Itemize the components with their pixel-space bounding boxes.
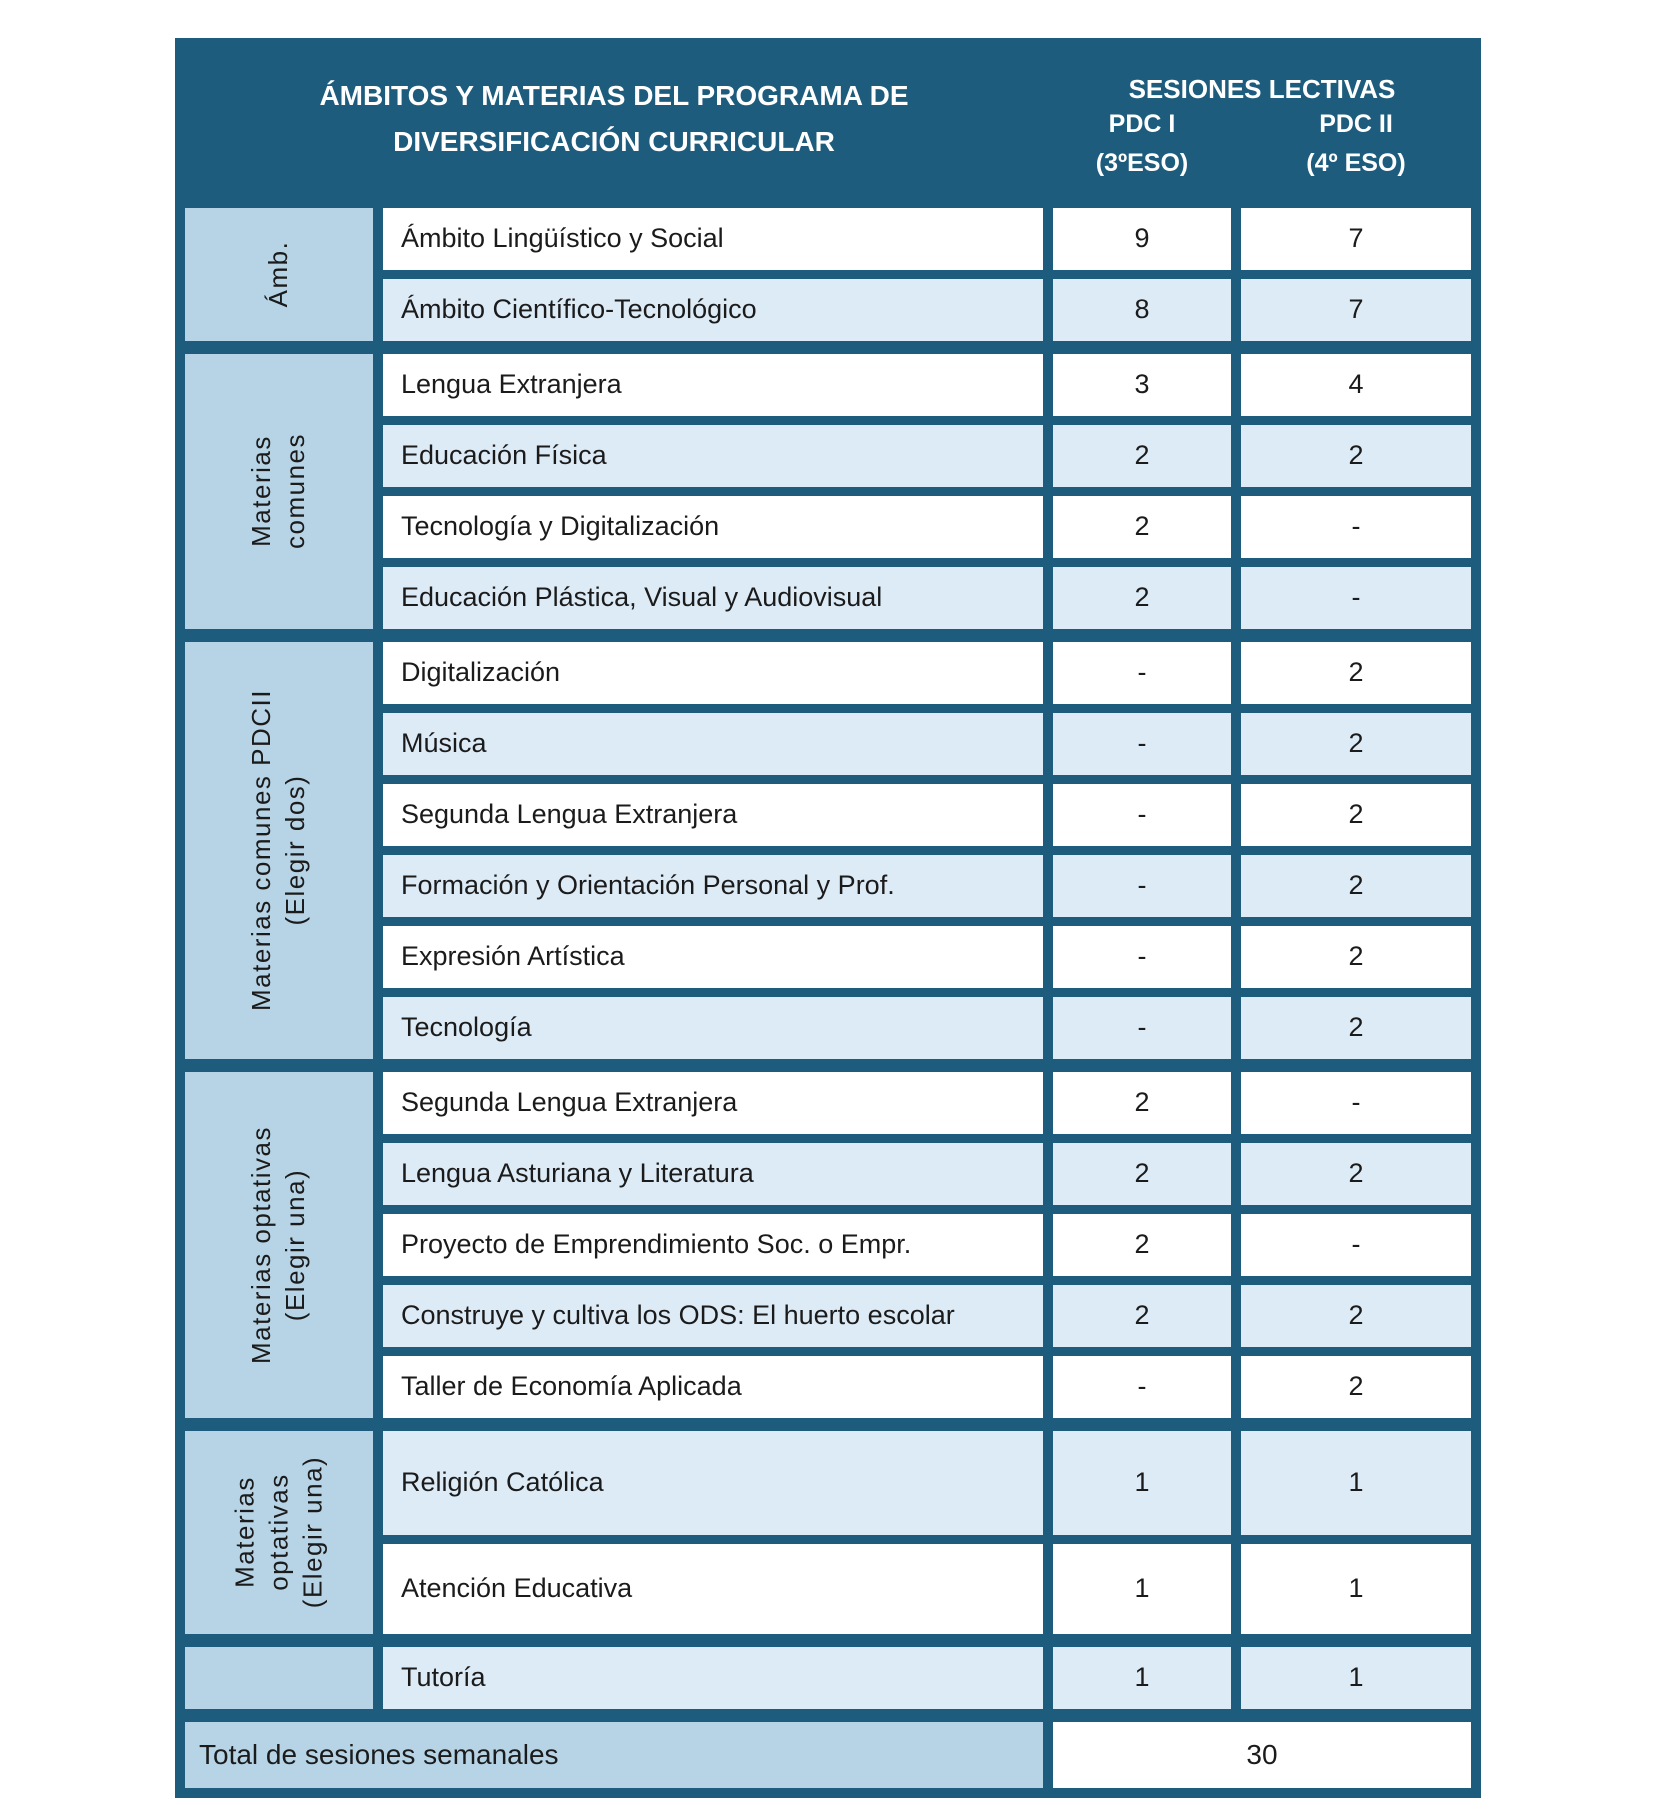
table-row <box>383 279 1471 341</box>
pdc2-label: PDC II <box>1319 110 1393 138</box>
group-label-line: Ámb. <box>263 240 294 308</box>
pdc2-value: 4 <box>1241 354 1471 416</box>
pdc2-value: 2 <box>1241 855 1471 917</box>
subject-cell: Música <box>383 713 1043 775</box>
table-row <box>383 1143 1471 1205</box>
table-row <box>383 926 1471 988</box>
subject-cell: Tutoría <box>383 1647 1043 1709</box>
pdc1-value: 1 <box>1053 1431 1231 1535</box>
group-label-line: optativas <box>263 1473 294 1591</box>
group-ambitos <box>185 208 1471 341</box>
table-row <box>383 1285 1471 1347</box>
group-label-line: Materias <box>246 435 277 547</box>
group-materias-comunes-pdcii <box>185 642 1471 1059</box>
table-row <box>383 1356 1471 1418</box>
pdc1-value: 2 <box>1053 496 1231 558</box>
subject-cell: Digitalización <box>383 642 1043 704</box>
table-row <box>383 1647 1471 1709</box>
group-materias-optativas-2 <box>185 1431 1471 1634</box>
pdc2-value: 1 <box>1241 1431 1471 1535</box>
table-row <box>383 713 1471 775</box>
pdc1-value: - <box>1053 997 1231 1059</box>
table-row <box>383 1431 1471 1535</box>
table-row <box>383 1072 1471 1134</box>
pdc2-value: 7 <box>1241 208 1471 270</box>
pdc2-value: 2 <box>1241 1143 1471 1205</box>
group-label-line: (Elegir dos) <box>280 774 310 926</box>
pdc2-value: 2 <box>1241 926 1471 988</box>
pdc2-value: 2 <box>1241 1285 1471 1347</box>
column-header-pdc1 <box>1053 105 1231 185</box>
subject-cell: Ámbito Lingüístico y Social <box>383 208 1043 270</box>
group-label-empty <box>185 1647 373 1709</box>
table-row <box>383 567 1471 629</box>
table-title-line1: ÁMBITOS Y MATERIAS DEL PROGRAMA DE <box>319 80 909 112</box>
group-label-line: Materias <box>229 1476 260 1588</box>
table-row <box>383 642 1471 704</box>
table-row <box>383 354 1471 416</box>
total-row <box>185 1722 1471 1788</box>
subject-cell: Segunda Lengua Extranjera <box>383 1072 1043 1134</box>
table-title-line2: DIVERSIFICACIÓN CURRICULAR <box>393 126 835 158</box>
pdc1-value: - <box>1053 926 1231 988</box>
pdc2-value: - <box>1241 1214 1471 1276</box>
pdc1-value: - <box>1053 784 1231 846</box>
table-row <box>383 496 1471 558</box>
pdc1-value: 2 <box>1053 1143 1231 1205</box>
pdc2-value: 1 <box>1241 1544 1471 1634</box>
subject-cell: Tecnología <box>383 997 1043 1059</box>
pdc1-value: - <box>1053 642 1231 704</box>
pdc2-value: 2 <box>1241 713 1471 775</box>
pdc1-value: 1 <box>1053 1647 1231 1709</box>
pdc2-value: 2 <box>1241 425 1471 487</box>
pdc1-label: PDC I <box>1108 110 1176 138</box>
pdc2-value: 2 <box>1241 784 1471 846</box>
total-value: 30 <box>1053 1722 1471 1788</box>
table-row <box>383 784 1471 846</box>
subject-cell: Lengua Extranjera <box>383 354 1043 416</box>
pdc1-value: 1 <box>1053 1544 1231 1634</box>
group-label-line: comunes <box>280 433 310 549</box>
group-materias-optativas-1 <box>185 1072 1471 1418</box>
pdc2-value: - <box>1241 567 1471 629</box>
pdc2-value: 7 <box>1241 279 1471 341</box>
table-row <box>383 425 1471 487</box>
pdc2-value: - <box>1241 496 1471 558</box>
total-label: Total de sesiones semanales <box>185 1722 1043 1788</box>
sessions-header: SESIONES LECTIVAS <box>1128 74 1396 104</box>
table-title <box>185 54 1043 185</box>
group-label <box>185 642 373 1059</box>
subject-cell: Tecnología y Digitalización <box>383 496 1043 558</box>
pdc2-value: 2 <box>1241 1356 1471 1418</box>
pdc1-value: 2 <box>1053 425 1231 487</box>
subject-cell: Proyecto de Emprendimiento Soc. o Empr. <box>383 1214 1043 1276</box>
subject-cell: Taller de Economía Aplicada <box>383 1356 1043 1418</box>
pdc1-sublabel: (3ºESO) <box>1095 148 1189 177</box>
subject-cell: Religión Católica <box>383 1431 1043 1535</box>
pdc1-value: - <box>1053 713 1231 775</box>
pdc1-value: 2 <box>1053 1285 1231 1347</box>
pdc1-value: 3 <box>1053 354 1231 416</box>
column-header-pdc2 <box>1241 105 1471 185</box>
group-label-line: (Elegir una) <box>280 1168 310 1321</box>
pdc1-value: 8 <box>1053 279 1231 341</box>
group-label-line: Materias comunes PDCII <box>246 689 277 1011</box>
subject-cell: Educación Plástica, Visual y Audiovisual <box>383 567 1043 629</box>
pdc2-value: 2 <box>1241 997 1471 1059</box>
pdc1-value: 2 <box>1053 567 1231 629</box>
group-materias-comunes <box>185 354 1471 629</box>
group-label <box>185 1431 373 1634</box>
subject-cell: Segunda Lengua Extranjera <box>383 784 1043 846</box>
pdc2-value: - <box>1241 1072 1471 1134</box>
table-header <box>185 48 1471 195</box>
subject-cell: Educación Física <box>383 425 1043 487</box>
pdc1-value: - <box>1053 1356 1231 1418</box>
group-tutoria <box>185 1647 1471 1709</box>
group-label <box>185 1072 373 1418</box>
group-label-line: (Elegir una) <box>296 1455 327 1609</box>
subject-cell: Atención Educativa <box>383 1544 1043 1634</box>
subject-cell: Construye y cultiva los ODS: El huerto escolar <box>383 1285 1043 1347</box>
subject-cell: Expresión Artística <box>383 926 1043 988</box>
group-label <box>185 208 373 341</box>
table-row <box>383 1544 1471 1634</box>
group-label-line: Materias optativas <box>246 1125 277 1364</box>
pdc1-value: 2 <box>1053 1214 1231 1276</box>
subject-cell: Formación y Orientación Personal y Prof. <box>383 855 1043 917</box>
table-row <box>383 997 1471 1059</box>
pdc1-value: - <box>1053 855 1231 917</box>
pdc1-value: 9 <box>1053 208 1231 270</box>
table-row <box>383 855 1471 917</box>
group-label <box>185 354 373 629</box>
table-row <box>383 208 1471 270</box>
table-row <box>383 1214 1471 1276</box>
pdc1-value: 2 <box>1053 1072 1231 1134</box>
pdc2-sublabel: (4º ESO) <box>1306 148 1406 177</box>
subject-cell: Ámbito Científico-Tecnológico <box>383 279 1043 341</box>
curriculum-table <box>175 38 1481 1798</box>
subject-cell: Lengua Asturiana y Literatura <box>383 1143 1043 1205</box>
pdc2-value: 1 <box>1241 1647 1471 1709</box>
pdc2-value: 2 <box>1241 642 1471 704</box>
